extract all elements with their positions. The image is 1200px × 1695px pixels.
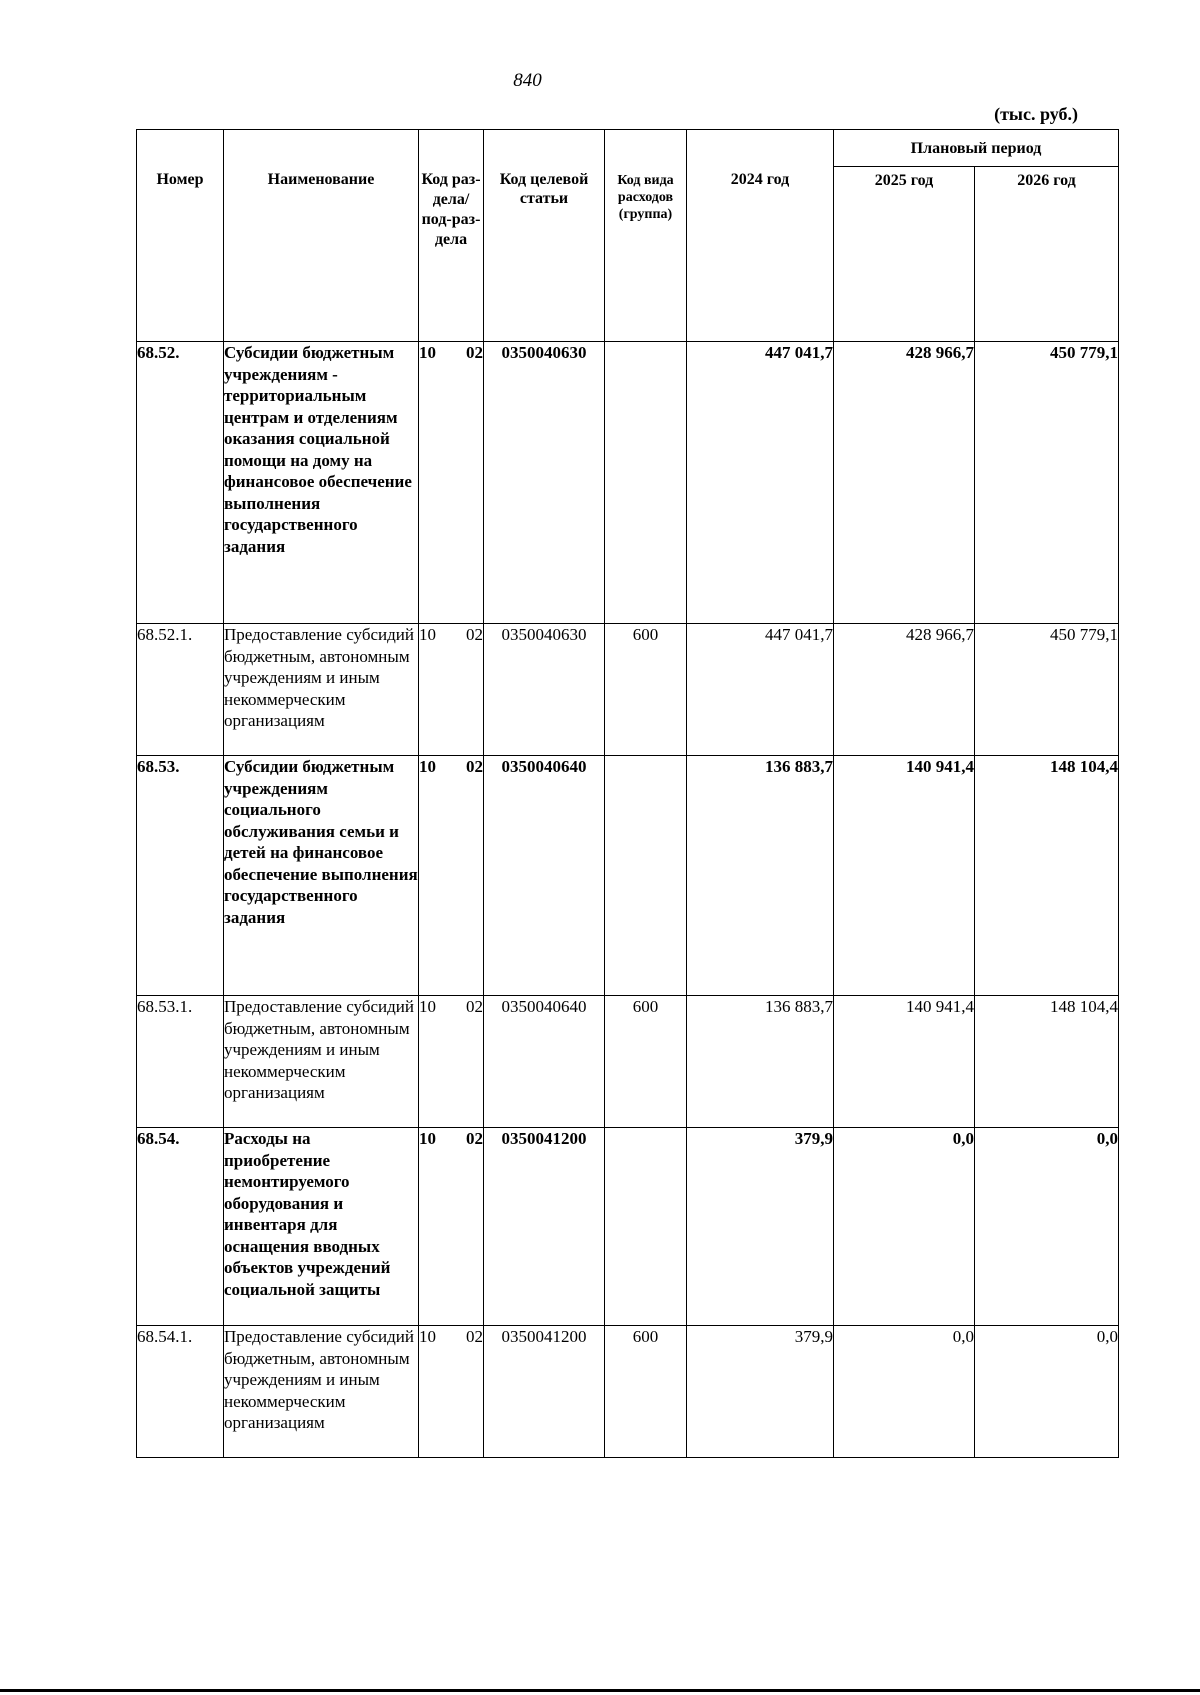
row-vid: 600 xyxy=(605,996,687,1128)
units-label: (тыс. руб.) xyxy=(994,104,1078,124)
header-number: Номер xyxy=(137,130,224,342)
row-amount-2024: 447 041,7 xyxy=(687,342,834,624)
row-vid: 600 xyxy=(605,1326,687,1458)
header-2024: 2024 год xyxy=(687,130,834,342)
row-number: 68.54.1. xyxy=(137,1326,224,1458)
row-podrazdel-value: 02 xyxy=(466,625,483,644)
row-razdel xyxy=(419,1128,484,1326)
row-name: Субсидии бюджетным учреждениям - территориальным центрам и отделениям оказания социальной помощи на дому на финансовое обеспечение выполнения государственного задания xyxy=(224,342,419,624)
row-amount-2026: 0,0 xyxy=(975,1128,1119,1326)
header-vid: Код вида расходов (группа) xyxy=(605,130,687,342)
row-podrazdel-value: 02 xyxy=(466,343,483,362)
row-amount-2024: 379,9 xyxy=(687,1128,834,1326)
row-razdel xyxy=(419,624,484,756)
page-number: 840 xyxy=(513,70,542,91)
row-vid xyxy=(605,342,687,624)
table-row xyxy=(137,1326,1119,1458)
row-razdel xyxy=(419,996,484,1128)
row-amount-2024: 447 041,7 xyxy=(687,624,834,756)
row-razdel-value: 10 xyxy=(419,625,436,644)
row-amount-2024: 136 883,7 xyxy=(687,996,834,1128)
row-amount-2026: 148 104,4 xyxy=(975,756,1119,996)
row-razdel-value: 10 xyxy=(419,1327,436,1346)
row-razdel-value: 10 xyxy=(419,1129,436,1148)
row-name: Предоставление субсидий бюджетным, автономным учреждениям и иным некоммерческим организациям xyxy=(224,1326,419,1458)
row-podrazdel-value: 02 xyxy=(466,997,483,1016)
row-amount-2025: 428 966,7 xyxy=(834,342,975,624)
row-vid xyxy=(605,1128,687,1326)
row-number: 68.53.1. xyxy=(137,996,224,1128)
row-amount-2025: 140 941,4 xyxy=(834,996,975,1128)
row-amount-2026: 148 104,4 xyxy=(975,996,1119,1128)
row-razdel xyxy=(419,756,484,996)
header-2025: 2025 год xyxy=(834,167,975,342)
row-amount-2025: 0,0 xyxy=(834,1128,975,1326)
header-razdel: Код раз-дела/ под-раз-дела xyxy=(419,130,484,342)
row-vid xyxy=(605,756,687,996)
row-target-code: 0350041200 xyxy=(484,1326,605,1458)
page-bottom-rule xyxy=(0,1689,1200,1692)
row-number: 68.52.1. xyxy=(137,624,224,756)
header-2026: 2026 год xyxy=(975,167,1119,342)
row-razdel-value: 10 xyxy=(419,343,436,362)
row-target-code: 0350040630 xyxy=(484,342,605,624)
header-planned-period: Плановый период xyxy=(834,130,1119,167)
row-podrazdel-value: 02 xyxy=(466,757,483,776)
row-amount-2025: 428 966,7 xyxy=(834,624,975,756)
row-amount-2024: 379,9 xyxy=(687,1326,834,1458)
row-target-code: 0350040640 xyxy=(484,756,605,996)
row-target-code: 0350040630 xyxy=(484,624,605,756)
row-name: Субсидии бюджетным учреждениям социального обслуживания семьи и детей на финансовое обеспечение выполнения государственного задания xyxy=(224,756,419,996)
budget-table xyxy=(136,129,1119,1458)
row-amount-2025: 0,0 xyxy=(834,1326,975,1458)
row-amount-2026: 0,0 xyxy=(975,1326,1119,1458)
table-row xyxy=(137,342,1119,624)
row-podrazdel-value: 02 xyxy=(466,1327,483,1346)
row-number: 68.54. xyxy=(137,1128,224,1326)
row-target-code: 0350040640 xyxy=(484,996,605,1128)
row-target-code: 0350041200 xyxy=(484,1128,605,1326)
row-vid: 600 xyxy=(605,624,687,756)
row-amount-2026: 450 779,1 xyxy=(975,624,1119,756)
table-row xyxy=(137,1128,1119,1326)
row-amount-2026: 450 779,1 xyxy=(975,342,1119,624)
table-row xyxy=(137,756,1119,996)
row-podrazdel-value: 02 xyxy=(466,1129,483,1148)
row-razdel-value: 10 xyxy=(419,757,436,776)
row-razdel xyxy=(419,342,484,624)
row-amount-2025: 140 941,4 xyxy=(834,756,975,996)
row-razdel-value: 10 xyxy=(419,997,436,1016)
row-name: Предоставление субсидий бюджетным, автономным учреждениям и иным некоммерческим организациям xyxy=(224,996,419,1128)
row-number: 68.53. xyxy=(137,756,224,996)
header-target: Код целевой статьи xyxy=(484,130,605,342)
table-row xyxy=(137,996,1119,1128)
table-row xyxy=(137,624,1119,756)
row-number: 68.52. xyxy=(137,342,224,624)
row-name: Предоставление субсидий бюджетным, автономным учреждениям и иным некоммерческим организациям xyxy=(224,624,419,756)
header-name: Наименование xyxy=(224,130,419,342)
row-name: Расходы на приобретение немонтируемого оборудования и инвентаря для оснащения вводных объектов учреждений социальной защиты xyxy=(224,1128,419,1326)
row-razdel xyxy=(419,1326,484,1458)
row-amount-2024: 136 883,7 xyxy=(687,756,834,996)
